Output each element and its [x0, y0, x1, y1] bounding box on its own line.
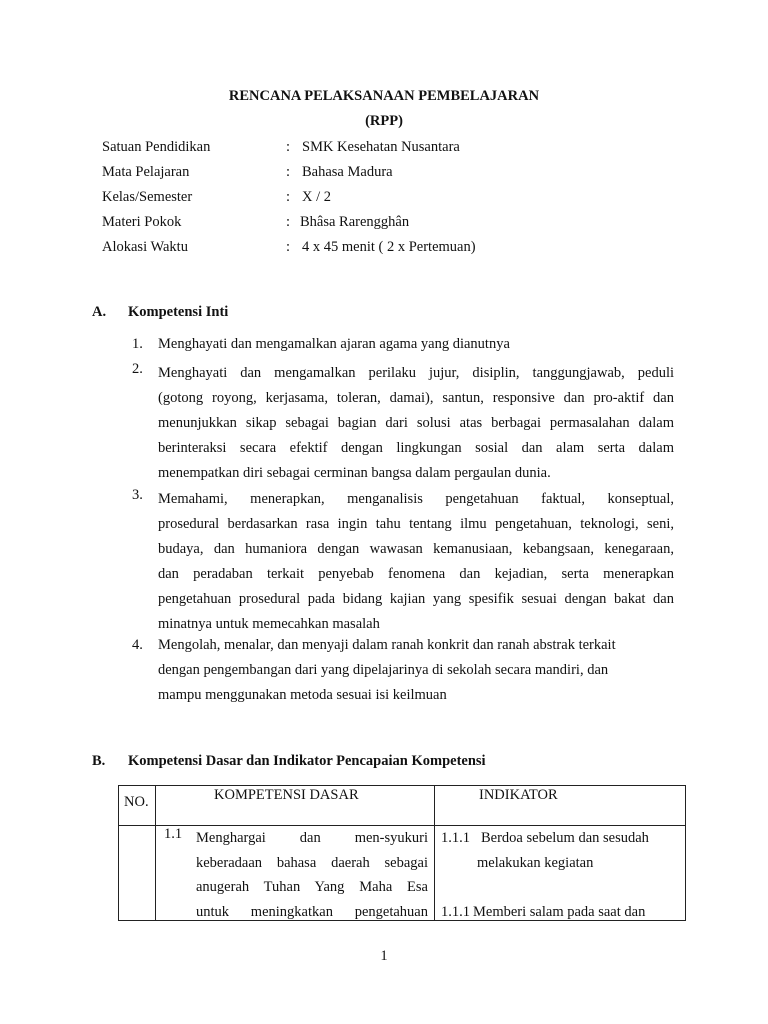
list-item-text: Mengolah, menalar, dan menyaji dalam ranah konkrit dan ranah abstrak terkait [158, 637, 616, 653]
indicator-text: Memberi salam pada saat dan [473, 904, 646, 920]
table-row [119, 826, 686, 921]
info-colon: : [286, 214, 291, 230]
header-indikator: INDIKATOR [479, 787, 558, 803]
info-label: Materi Pokok [102, 214, 182, 230]
page-number: 1 [380, 948, 388, 964]
info-label: Mata Pelajaran [102, 164, 190, 180]
list-item-text: minatnya untuk memecahkan masalah [158, 616, 380, 632]
list-item-number: 4. [132, 637, 143, 653]
kd-text [196, 826, 428, 925]
info-colon: : [286, 239, 291, 255]
kd-line: anugerah Tuhan Yang Maha Esa [196, 879, 428, 896]
info-colon: : [286, 164, 291, 180]
section-b-letter: B. [92, 753, 106, 769]
list-item-text: prosedural berdasarkan rasa ingin tahu tentang ilmu pengetahuan, teknologi, seni, [158, 516, 674, 532]
info-label: Kelas/Semester [102, 189, 193, 205]
info-value: SMK Kesehatan Nusantara [302, 139, 460, 155]
section-a-title: Kompetensi Inti [128, 304, 229, 320]
indicator-text: melakukan kegiatan [477, 855, 594, 871]
info-value: 4 x 45 menit ( 2 x Pertemuan) [302, 239, 476, 255]
list-item-text: pengetahuan prosedural pada bidang kajian yang spesifik sesuai dengan bakat dan [158, 591, 674, 607]
info-colon: : [286, 189, 291, 205]
section-b-title: Kompetensi Dasar dan Indikator Pencapaian Kompetensi [128, 753, 486, 769]
kd-line: keberadaan bahasa daerah sebagai [196, 854, 428, 871]
table-cell-no [119, 826, 156, 921]
header-kompetensi-dasar: KOMPETENSI DASAR [214, 787, 359, 803]
table-cell-kd [156, 826, 435, 921]
section-a-letter: A. [92, 304, 107, 320]
table-header-cell [435, 786, 686, 826]
table-header-cell [119, 786, 156, 826]
competency-table [118, 785, 686, 921]
info-label: Alokasi Waktu [102, 239, 188, 255]
info-label: Satuan Pendidikan [102, 139, 211, 155]
list-item-text: Memahami, menerapkan, menganalisis pengetahuan faktual, konseptual, [158, 491, 674, 507]
info-value: Bahasa Madura [302, 164, 393, 180]
list-item-text: (gotong royong, kerjasama, toleran, damai), santun, responsive dan pro-aktif dan [158, 390, 674, 406]
kd-number: 1.1 [164, 826, 183, 842]
list-item-text: mampu menggunakan metoda sesuai isi keilmuan [158, 687, 447, 703]
list-item-text: dengan pengembangan dari yang dipelajarinya di sekolah secara mandiri, dan [158, 662, 609, 678]
kd-line: untuk meningkatkan pengetahuan [196, 904, 428, 921]
info-colon: : [286, 139, 291, 155]
table-cell-indikator [435, 826, 686, 921]
table-header-row [119, 786, 686, 826]
list-item-text: Menghayati dan mengamalkan perilaku jujur, disiplin, tanggungjawab, peduli [158, 365, 674, 381]
indicator-text: Berdoa sebelum dan sesudah [481, 830, 649, 846]
list-item-number: 1. [132, 336, 143, 352]
document-title: RENCANA PELAKSANAAN PEMBELAJARAN [228, 88, 540, 104]
list-item-text: menunjukkan sikap sebagai bagian dari solusi atas berbagai permasalahan dalam [158, 415, 674, 431]
list-item-text: berinteraksi secara efektif dengan lingkungan sosial dan alam serta dalam [158, 440, 674, 456]
header-no: NO. [124, 794, 149, 810]
indicator-number: 1.1.1 [441, 830, 470, 846]
kd-line: Menghargai dan men-syukuri [196, 830, 428, 846]
list-item-text: budaya, dan humaniora dengan wawasan kemanusiaan, kebangsaan, kenegaraan, [158, 541, 674, 557]
info-value: Bhâsa Rarengghân [300, 214, 410, 230]
list-item-text: dan peradaban terkait penyebab fenomena dan kejadian, serta menerapkan [158, 566, 674, 582]
list-item-number: 3. [132, 487, 143, 503]
document-subtitle: (RPP) [365, 113, 403, 129]
list-item-text: menempatkan diri sebagai cerminan bangsa dalam pergaulan dunia. [158, 465, 551, 481]
info-value: X / 2 [302, 189, 331, 205]
table-header-cell [156, 786, 435, 826]
list-item-number: 2. [132, 361, 143, 377]
list-item-text: Menghayati dan mengamalkan ajaran agama yang dianutnya [158, 336, 510, 352]
indicator-number: 1.1.1 [441, 904, 470, 920]
